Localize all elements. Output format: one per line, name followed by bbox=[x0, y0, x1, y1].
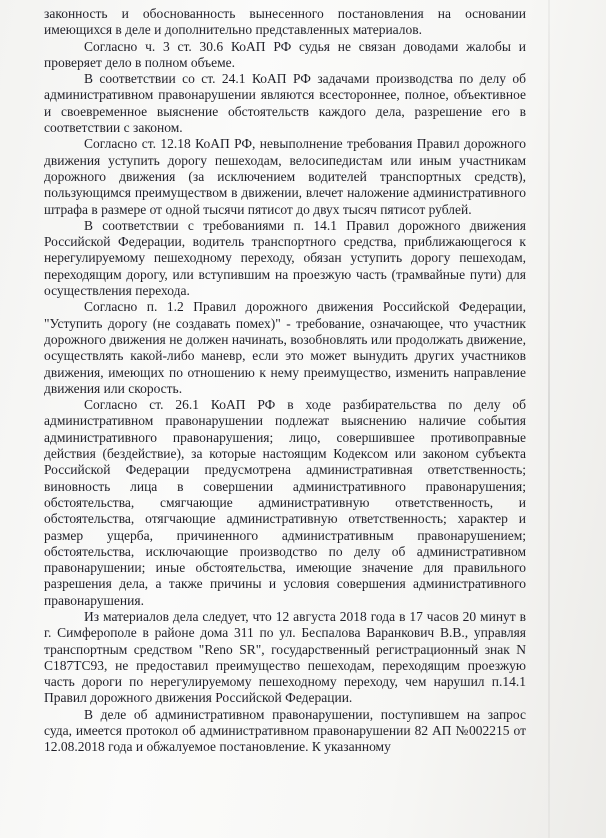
paragraph: Согласно п. 1.2 Правил дорожного движения Российской Федерации, "Уступить дорогу (не создавать помех)" - требование, означающее, что участник дорожного движения не должен начинать, возобновлять или продолжать движение, осуществлять какой-либо маневр, если это может вынудить других участников движения, имеющих по отношению к нему преимущество, изменить направление движения или скорость. bbox=[44, 299, 526, 396]
paper-fold-shadow bbox=[548, 0, 550, 838]
paragraph: Согласно ст. 26.1 КоАП РФ в ходе разбирательства по делу об административном правонарушении подлежат выяснению наличие события административного правонарушения; лицо, совершившее противоправные действия (бездействие), за которые настоящим Кодексом или законом субъекта Российской Федерации предусмотрена административная ответственность; виновность лица в совершении административного правонарушения; обстоятельства, смягчающие административную ответственность, и обстоятельства, отягчающие административную ответственность; характер и размер ущерба, причиненного административным правонарушением; обстоятельства, исключающие производство по делу об административном правонарушении; иные обстоятельства, имеющие значение для правильного разрешения дела, а также причины и условия совершения административного правонарушения. bbox=[44, 397, 526, 608]
paragraph: законность и обоснованность вынесенного постановления на основании имеющихся в деле и дополнительно представленных материалов. bbox=[44, 6, 526, 38]
document-body bbox=[44, 6, 526, 756]
paragraph: Из материалов дела следует, что 12 августа 2018 года в 17 часов 20 минут в г. Симферополе в районе дома 311 по ул. Беспалова Варанкович В.В., управляя транспортным средством "Reno SR", государственный регистрационный знак N С187ТС93, не предоставил преимущество пешеходам, переходящим проезжую часть дороги по нерегулируемому пешеходному переходу, чем нарушил п.14.1 Правил дорожного движения Российской Федерации. bbox=[44, 608, 526, 706]
paragraph: В деле об административном правонарушении, поступившем на запрос суда, имеется протокол об административном правонарушении 82 АП №002215 от 12.08.2018 года и обжалуемое постановление. К указанному bbox=[44, 706, 526, 755]
paragraph: Согласно ст. 12.18 КоАП РФ, невыполнение требования Правил дорожного движения уступить дорогу пешеходам, велосипедистам или иным участникам дорожного движения (за исключением водителей транспортных средств), пользующимся преимуществом в движении, влечет наложение административного штрафа в размере от одной тысячи пятисот до двух тысяч пятисот рублей. bbox=[44, 136, 526, 217]
paragraph: Согласно ч. 3 ст. 30.6 КоАП РФ судья не связан доводами жалобы и проверяет дело в полном объеме. bbox=[44, 38, 526, 70]
paragraph: В соответствии с требованиями п. 14.1 Правил дорожного движения Российской Федерации, водитель транспортного средства, приближающегося к нерегулируемому пешеходному переходу, обязан уступить дорогу пешеходам, переходящим дорогу, или вступившим на проезжую часть (трамвайные пути) для осуществления перехода. bbox=[44, 217, 526, 299]
paragraph: В соответствии со ст. 24.1 КоАП РФ задачами производства по делу об административном правонарушении являются всестороннее, полное, объективное и своевременное выяснение обстоятельств каждого дела, разрешение его в соответствии с законом. bbox=[44, 71, 526, 136]
